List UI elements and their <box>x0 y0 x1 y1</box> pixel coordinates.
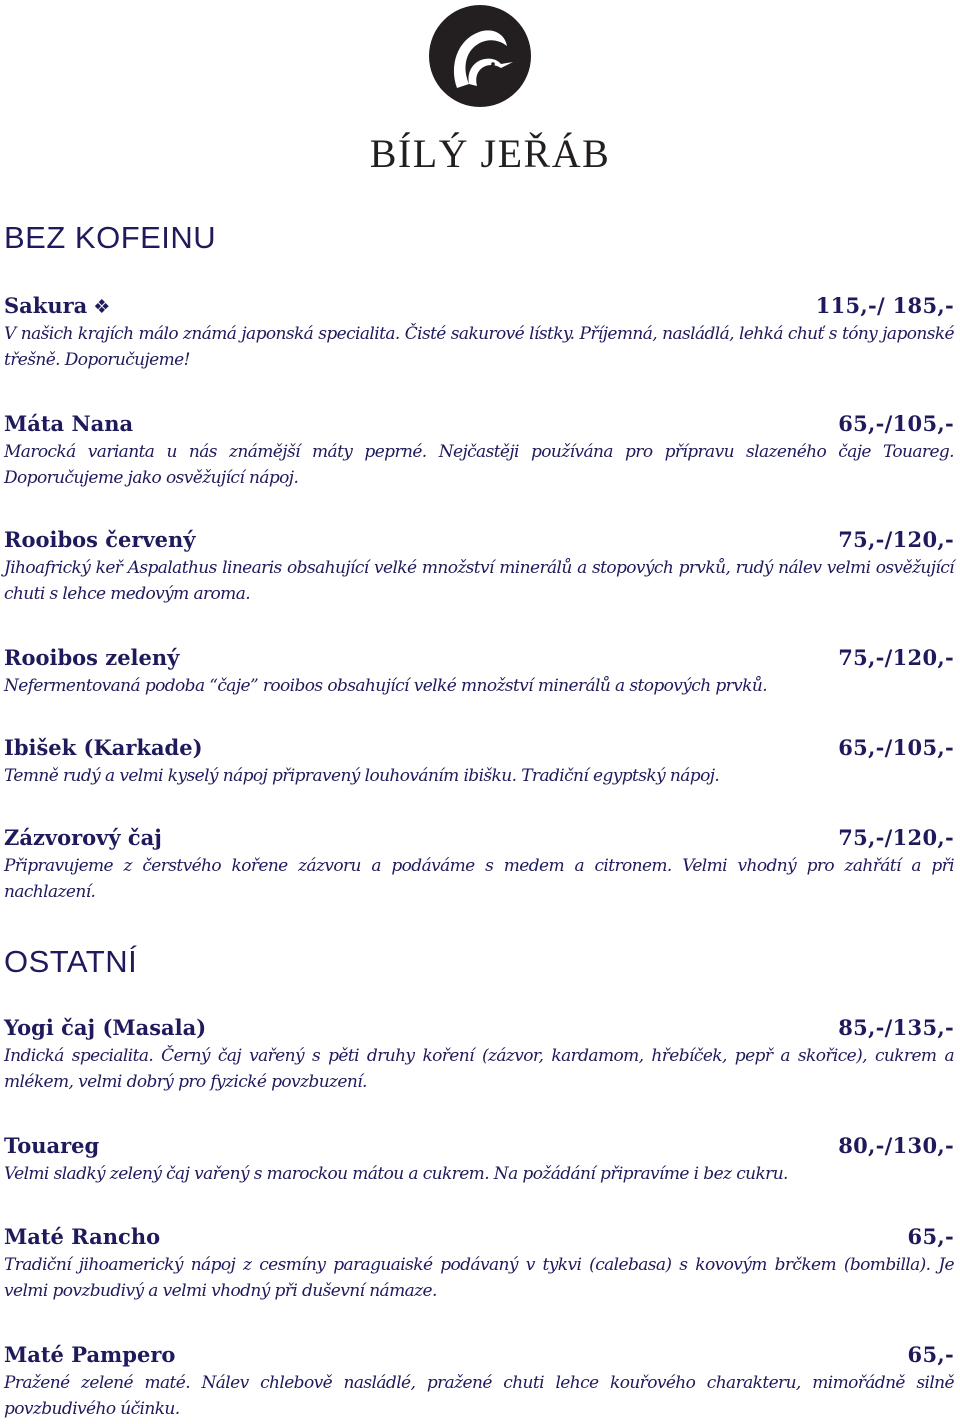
item-description: Nefermentovaná podoba “čaje” rooibos obsahující velké množství minerálů a stopových prvků. <box>4 676 768 696</box>
item-price: 115,-/ 185,- <box>815 293 954 318</box>
item-price: 65,- <box>907 1342 954 1367</box>
item-price: 65,-/105,- <box>838 411 954 436</box>
item-price: 65,-/105,- <box>838 735 954 760</box>
item-description: V našich krajích málo známá japonská specialita. Čisté sakurové lístky. Příjemná, nasládlá, lehká chuť s tóny japonské třešně. Doporučujeme! <box>4 324 954 370</box>
menu-item-sakura <box>4 291 954 373</box>
menu-item-rooibos-cerveny <box>4 525 954 607</box>
item-description: Marocká varianta u nás známější máty peprné. Nejčastěji používána pro přípravu slazeného čaje Touareg. Doporučujeme jako osvěžující nápoj. <box>4 442 954 488</box>
menu-item-touareg <box>4 1131 954 1187</box>
section-title-bez-kofeinu: BEZ KOFEINU <box>4 220 217 255</box>
item-description: Tradiční jihoamerický nápoj z cesmíny paraguaiské podávaný v tykvi (calebasa) s kovovým brčkem (bombilla). Je velmi povzbudivý a velmi vhodný při duševní námaze. <box>4 1255 954 1301</box>
item-description: Jihoafrický keř Aspalathus linearis obsahující velké množství minerálů a stopových prvků, rudý nálev velmi osvěžující chuti s lehce medovým aroma. <box>4 558 954 604</box>
item-description: Velmi sladký zelený čaj vařený s marockou mátou a cukrem. Na požádání připravíme i bez cukru. <box>4 1164 788 1184</box>
item-price: 75,-/120,- <box>838 527 954 552</box>
item-price: 75,-/120,- <box>838 825 954 850</box>
menu-item-rooibos-zeleny <box>4 643 954 699</box>
item-price: 65,- <box>907 1224 954 1249</box>
menu-item-mate-pampero <box>4 1340 954 1422</box>
item-name: Sakura ❖ <box>4 293 111 318</box>
item-name: Rooibos zelený <box>4 645 180 670</box>
item-price: 85,-/135,- <box>838 1015 954 1040</box>
item-price: 80,-/130,- <box>838 1133 954 1158</box>
recommended-star-icon: ❖ <box>93 296 111 318</box>
item-name: Ibišek (Karkade) <box>4 735 203 760</box>
menu-item-mate-rancho <box>4 1222 954 1304</box>
menu-item-yogi-caj <box>4 1013 954 1095</box>
item-description: Temně rudý a velmi kyselý nápoj připravený louhováním ibišku. Tradiční egyptský nápoj. <box>4 766 720 786</box>
item-description: Pražené zelené maté. Nálev chlebově nasládlé, pražené chuti lehce kouřového charakteru, mimořádně silně povzbudivého účinku. <box>4 1373 954 1419</box>
item-description: Připravujeme z čerstvého kořene zázvoru a podáváme s medem a citronem. Velmi vhodný pro zahřátí a při nachlazení. <box>4 856 954 902</box>
menu-item-zazvorovy-caj <box>4 823 954 905</box>
section-title-ostatni: OSTATNÍ <box>4 944 138 979</box>
menu-item-mata-nana <box>4 409 954 491</box>
item-name: Máta Nana <box>4 411 134 436</box>
item-price: 75,-/120,- <box>838 645 954 670</box>
item-name: Zázvorový čaj <box>4 825 162 850</box>
item-name: Maté Pampero <box>4 1342 176 1367</box>
item-description: Indická specialita. Černý čaj vařený s pěti druhy koření (zázvor, kardamom, hřebíček, pepř a skořice), cukrem a mlékem, velmi dobrý pro fyzické povzbuzení. <box>4 1046 954 1092</box>
item-name: Rooibos červený <box>4 527 196 552</box>
brand-title: BÍLÝ JEŘÁB <box>369 131 611 176</box>
item-name: Yogi čaj (Masala) <box>4 1015 207 1040</box>
menu-item-ibisek <box>4 733 954 789</box>
item-name: Touareg <box>4 1133 100 1158</box>
item-name: Maté Rancho <box>4 1224 161 1249</box>
crane-logo-icon <box>427 4 533 108</box>
